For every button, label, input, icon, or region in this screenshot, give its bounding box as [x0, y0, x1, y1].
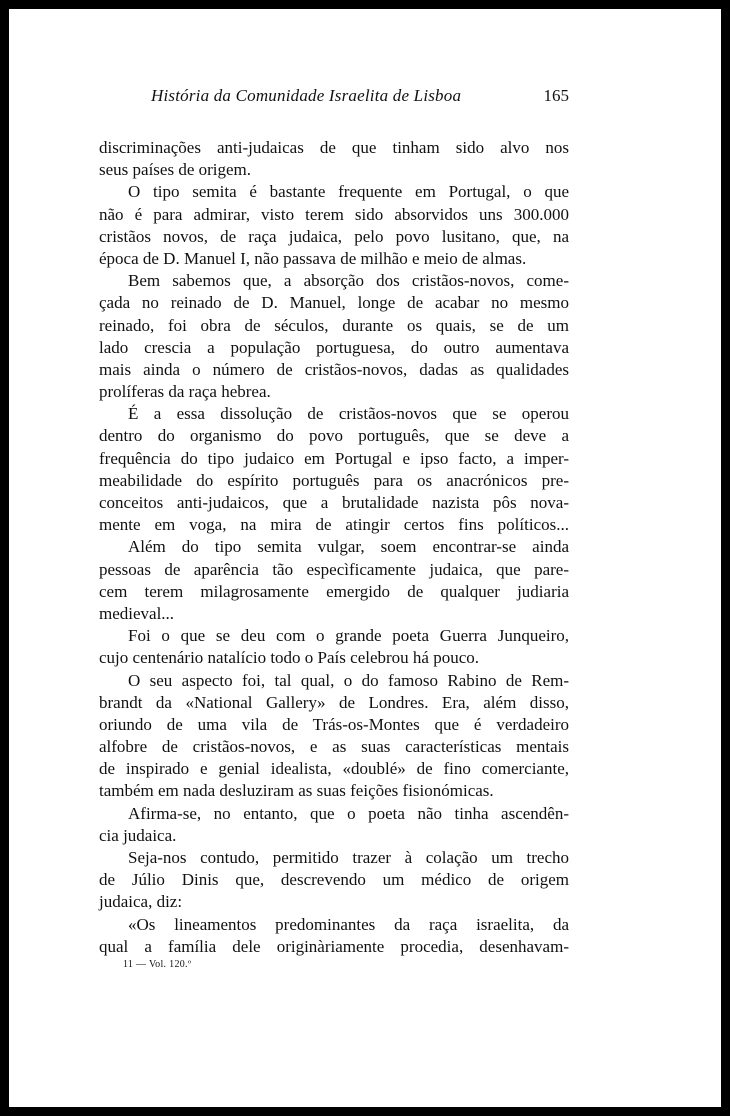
- text-line: época de D. Manuel I, não passava de milhão e meio de almas.: [99, 248, 527, 268]
- text-line: cujo centenário natalício todo o País celebrou há pouco.: [99, 648, 480, 668]
- text-line: conceitos anti-judaicos, que a brutalidade nazista pôs nova-: [99, 493, 569, 512]
- text-line: brandt da «National Gallery» de Londres. Era, além disso,: [99, 692, 569, 712]
- text-line: mente em voga, na mira de atingir certos fins políticos...: [99, 515, 569, 535]
- text-line: cem terem milagrosamente emergido de qualquer judiaria: [99, 581, 569, 601]
- text-line: Bem sabemos que, a absorção dos cristãos-novos, come-: [128, 271, 569, 291]
- text-line: cristãos novos, de raça judaica, pelo povo lusitano, que, na: [99, 226, 569, 246]
- text-line: alfobre de cristãos-novos, e as suas características mentais: [99, 737, 569, 757]
- text-line: oriundo de uma vila de Trás-os-Montes que é verdadeiro: [99, 714, 569, 734]
- text-line: discriminações anti-judaicas de que tinham sido alvo nos: [99, 138, 569, 157]
- text-line: O tipo semita é bastante frequente em Portugal, o que: [128, 182, 569, 202]
- text-line: mais ainda o número de cristãos-novos, dadas as qualidades: [99, 359, 569, 379]
- text-line: também em nada desluziram as suas feições fisionómicas.: [99, 781, 494, 801]
- text-line: de Júlio Dinis que, descrevendo um médico de origem: [99, 870, 569, 890]
- book-page: [9, 9, 721, 1107]
- body-text: [99, 137, 569, 958]
- page-number: 165: [543, 86, 569, 105]
- text-line: seus países de origem.: [99, 160, 252, 180]
- text-line: O seu aspecto foi, tal qual, o do famoso Rabino de Rem-: [128, 670, 569, 690]
- text-line: «Os lineamentos predominantes da raça israelita, da: [128, 914, 569, 934]
- text-line: frequência do tipo judaico em Portugal e ipso facto, a imper-: [99, 448, 569, 468]
- text-line: É a essa dissolução de cristãos-novos que se operou: [128, 404, 569, 424]
- text-line: çada no reinado de D. Manuel, longe de acabar no mesmo: [99, 293, 569, 313]
- text-line: qual a família dele originàriamente procedia, desenhavam-: [99, 936, 569, 956]
- text-line: pessoas de aparência tão especìficamente judaica, que pare-: [99, 559, 569, 579]
- running-header: [151, 86, 569, 106]
- running-title: História da Comunidade Israelita de Lisboa: [151, 86, 462, 105]
- text-line: não é para admirar, visto terem sido absorvidos uns 300.000: [99, 204, 569, 224]
- text-line: meabilidade do espírito português para os anacrónicos pre-: [99, 470, 569, 490]
- text-line: prolíferas da raça hebrea.: [99, 382, 271, 402]
- text-line: lado crescia a população portuguesa, do outro aumentava: [99, 337, 569, 357]
- text-line: de inspirado e genial idealista, «doublé» de fino comerciante,: [99, 759, 569, 779]
- text-line: reinado, foi obra de séculos, durante os quais, se de um: [99, 315, 569, 335]
- text-line: Além do tipo semita vulgar, soem encontrar-se ainda: [128, 537, 569, 557]
- text-line: judaica, diz:: [99, 892, 183, 912]
- text-line: Afirma-se, no entanto, que o poeta não tinha ascendên-: [128, 803, 569, 823]
- text-line: dentro do organismo do povo português, que se deve a: [99, 426, 569, 446]
- text-line: cia judaica.: [99, 825, 177, 845]
- text-line: Foi o que se deu com o grande poeta Guerra Junqueiro,: [128, 626, 569, 646]
- text-line: Seja-nos contudo, permitido trazer à colação um trecho: [128, 848, 569, 867]
- text-line: medieval...: [99, 603, 175, 623]
- signature-mark: 11 — Vol. 120.º: [123, 959, 192, 970]
